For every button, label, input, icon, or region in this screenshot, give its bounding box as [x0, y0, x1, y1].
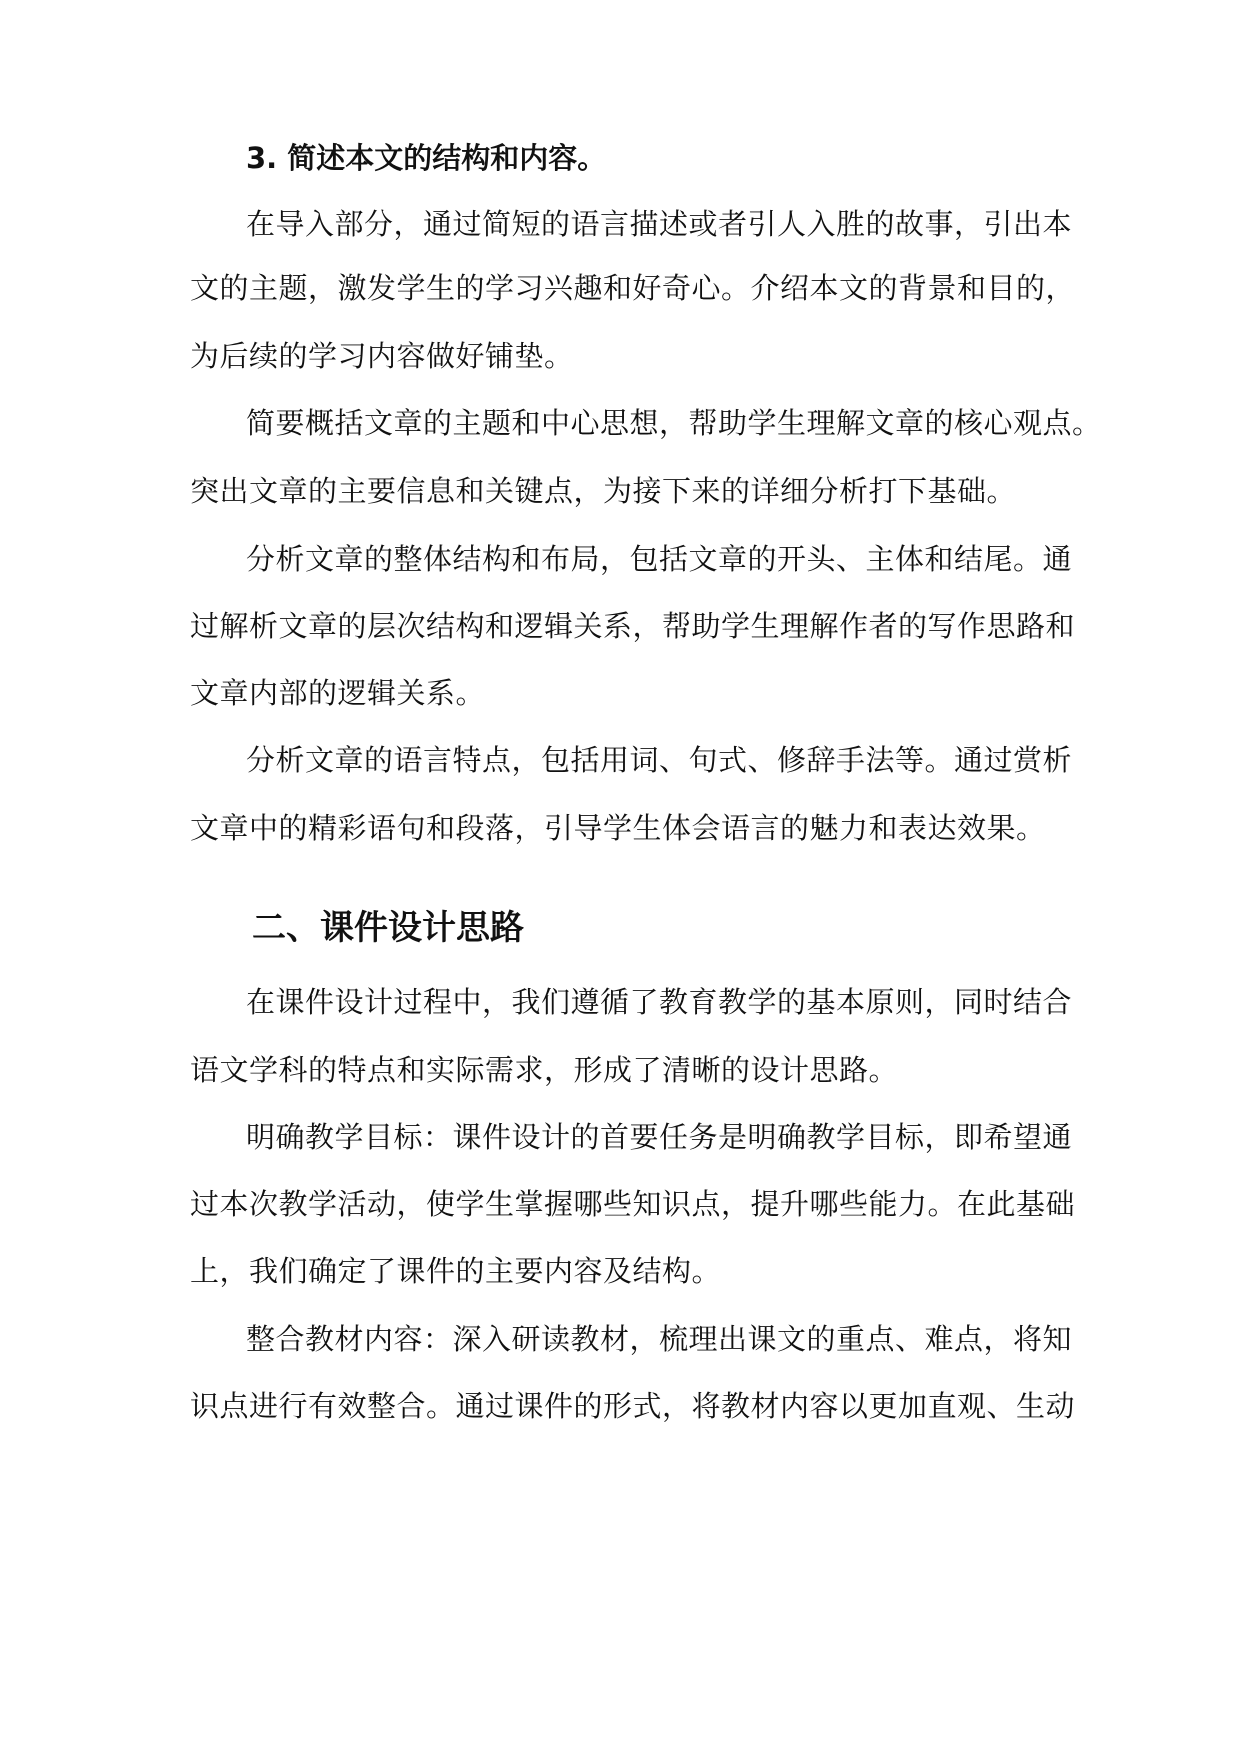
section-3-heading: 3. 简述本文的结构和内容。: [246, 141, 607, 175]
paragraph-1-line-3: 为后续的学习内容做好铺垫。: [190, 339, 574, 373]
paragraph-1-line-1: 在导入部分，通过简短的语言描述或者引人入胜的故事，引出本: [246, 207, 1073, 241]
paragraph-3-line-1: 分析文章的整体结构和布局，包括文章的开头、主体和结尾。通: [246, 542, 1073, 576]
section-two-heading: 二、课件设计思路: [252, 908, 524, 948]
paragraph-2-line-1: 简要概括文章的主题和中心思想，帮助学生理解文章的核心观点。: [246, 406, 1102, 440]
design-paragraph-2-line-1: 明确教学目标：课件设计的首要任务是明确教学目标，即希望通: [246, 1120, 1073, 1154]
paragraph-4-line-1: 分析文章的语言特点，包括用词、句式、修辞手法等。通过赏析: [246, 743, 1073, 777]
paragraph-1-line-2: 文的主题，激发学生的学习兴趣和好奇心。介绍本文的背景和目的，: [190, 271, 1076, 305]
paragraph-2-line-2: 突出文章的主要信息和关键点，为接下来的详细分析打下基础。: [190, 474, 1017, 508]
design-paragraph-1-line-1: 在课件设计过程中，我们遵循了教育教学的基本原则，同时结合: [246, 985, 1073, 1019]
design-paragraph-2-line-3: 上，我们确定了课件的主要内容及结构。: [190, 1254, 722, 1288]
paragraph-3-line-3: 文章内部的逻辑关系。: [190, 676, 486, 710]
paragraph-3-line-2: 过解析文章的层次结构和逻辑关系，帮助学生理解作者的写作思路和: [190, 609, 1076, 643]
design-paragraph-3-line-2: 识点进行有效整合。通过课件的形式，将教材内容以更加直观、生动: [190, 1389, 1076, 1423]
design-paragraph-1-line-2: 语文学科的特点和实际需求，形成了清晰的设计思路。: [190, 1053, 899, 1087]
paragraph-4-line-2: 文章中的精彩语句和段落，引导学生体会语言的魅力和表达效果。: [190, 811, 1046, 845]
design-paragraph-3-line-1: 整合教材内容：深入研读教材，梳理出课文的重点、难点，将知: [246, 1322, 1073, 1356]
design-paragraph-2-line-2: 过本次教学活动，使学生掌握哪些知识点，提升哪些能力。在此基础: [190, 1187, 1076, 1221]
